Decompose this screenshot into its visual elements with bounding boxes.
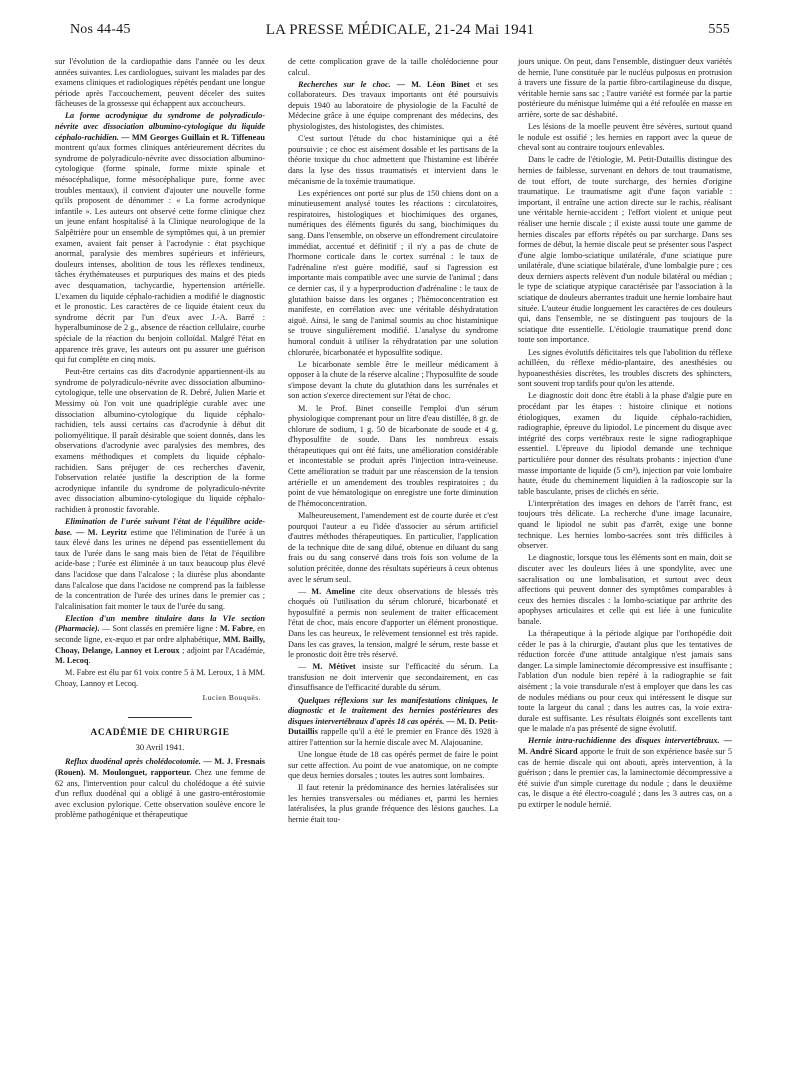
- paragraph: Les lésions de la moelle peuvent être sévères, surtout quand le nodule est ossifié ; les hernies en rapport avec la queue de cheval sont au contraire toujours enlevables.: [518, 122, 732, 153]
- paragraph-metivet: [288, 662, 498, 694]
- article-authors: — MM Georges Guillain et R. Tiffeneau: [121, 132, 266, 142]
- dash: —: [298, 586, 312, 596]
- article-text: montrent qu'aux formes cliniques antérieurement décrites du syndrome de polyradiculo-névrite avec dissociation albumino-cytologique (forme spinale, forme mixte spinale et mésocéphalique, forme mésocéphalique pure, forme avec troubles mentaux), il convient d'ajouter une nouvelle forme qu'ils proposent de dénommer : « La forme acrodynique infantile ». Les auteurs ont observé cette forme clinique chez un jeune enfant hospitalisé à la Clinique neurologique de la Salpêtrière pour un ensemble de symptômes qui, à un premier examen, avaient fait penser à l'acrodynie : état psychique anormal, paralysie des membres supérieurs et inférieurs, douleurs intenses, abolition de tous les réflexes tendineux, tâches érythémateuses et purpuriques des mains et des pieds avec desquamation, tachycardie, hypertension artérielle. L'examen du liquide céphalo-rachidien a modifié le diagnostic et le pronostic. Les caractères de ce liquide étaient ceux du syndrome décrit par l'un d'eux avec J.-A. Barré : hyperalbuminose de 2 g., absence de réaction cellulaire, courbe spéciale de la réaction du benjoin colloïdal. Malgré l'état en apparence très grave, les auteurs ont pu assurer une guérison qui fut complète en cinq mois.: [55, 143, 265, 365]
- article-authors: — M. J. Fresnais (Rouen). M. Moulonguet, rapporteur.: [55, 757, 265, 777]
- article-guillain: [55, 111, 265, 365]
- paragraph: Peut-être certains cas dits d'acrodynie appartiennent-ils au syndrome de polyradiculo-névrite avec dissociation albumino-cytologique, telle une observation de R. Debré, Julien Marie et Messimy où l'on voit une quadriplégie curable avec une dissociation albumino-cytologique du liquide céphalo-rachidien, tels aussi certains cas d'acrodynie à début dit poliomyélitique. Il paraît désirable que soient donnés, dans les observations d'acrodynie avec paralysies des membres, des examens méthodiques et complets du liquide céphalo-rachidien. Sans préjuger de ces recherches d'avenir, l'observation relatée justifie la description de la forme acrodynique infantile du syndrome de polyradiculo-névrite avec dissociation albumino-cytologique du liquide céphalo-rachidien à pronostic favorable.: [55, 367, 265, 514]
- article-title: Elimination de l'urée suivant l'état de l'équilibre acide-base.: [55, 517, 265, 537]
- paragraph: Il faut retenir la prédominance des hernies latéralisées sur les hernies transversales ou médianes et, parmi les hernies latéralisées, la plus grande fréquence des lésions gauches. La hernie était tou-: [288, 783, 498, 825]
- article-text: insiste sur l'efficacité du sérum. La transfusion ne doit intervenir que secondairement, en cas d'insuffisance de l'efficacité durable du sérum.: [288, 662, 499, 693]
- article-election: [55, 614, 265, 667]
- article-text: cite deux observations de blessés très choqués où l'utilisation du sérum chloruré, bicarbonaté et hyposulfité a permis non seulement de traiter efficacement l'état de choc, mais encore d'apporter un élément pronostique. Dans les cas heureux, le relèvement tensionnel est très rapide. Dans les cas graves, la tension, malgré le sérum, reste basse et le pronostic doit être très réservé.: [288, 586, 499, 660]
- article-text: et ses collaborateurs. Des travaux importants ont été poursuivis depuis 1940 au laboratoire de physiologie de la Faculté de Médecine grâce à une équipe comprenant des médecins, des physiologistes, des histologistes, des chimistes.: [288, 79, 498, 132]
- signature: Lucien Bouquès.: [202, 692, 261, 702]
- article-title: La forme acrodynique du syndrome de polyradiculo-névrite avec dissociation albumino-cytologique du liquide céphalo-rachidien.: [55, 111, 265, 142]
- divider: [128, 717, 192, 718]
- session-date: 30 Avril 1941.: [135, 741, 185, 752]
- column-1: [55, 57, 265, 822]
- article-text: estime que l'élimination de l'urée à un taux élevé dans les urines ne dépend pas essentiellement du taux de l'urée dans le sang mais bien de l'état de l'équilibre acide-base ; l'urée est éliminée à un taux beaucoup plus élevé dans l'acidose que dans l'alcalose ; la diurèse plus abondante dans l'alcalose que dans l'acidose ne comprend pas la faiblesse de la concentration de l'urée des urines dans le premier cas ; l'alcalinisation fait monter le taux de l'urée du sang.: [55, 527, 265, 611]
- column-3: [518, 57, 732, 812]
- paragraph: M. Fabre est élu par 61 voix contre 5 à M. Leroux, 1 à MM. Choay, Lannoy et Lecoq.: [55, 668, 265, 688]
- article-fresnais: [55, 757, 265, 821]
- paragraph: Le diagnostic, lorsque tous les éléments sont en main, doit se discuter avec les douleurs liées à une spondylite, avec une sacralisation ou une lombalisation, et surtout avec deux affections qui peuvent donner des symptômes comparables à ceux des hernies discales : la lombo-sciatique par arthrite des apophyses articulaires et celle qui est liée à une funiculite banale.: [518, 553, 732, 626]
- article-text: .: [88, 656, 91, 666]
- paragraph: Dans le cadre de l'étiologie, M. Petit-Dutaillis distingue des hernies de faiblesse, survenant en dehors de tout traumatisme, de tout effort, de toute surcharge, des hernies d'origine traumatique. Le traumatisme agit d'une façon variable : important, il entraîne une action directe sur le rachis, réalisant une véritable hernie-accident ; l'effort violent et unique peut réaliser une hernie discale ; il existe aussi toute une gamme de hernies discales par efforts répétés ou par surcharge. Dans ses formes de début, la hernie discale peut se présenter sous l'aspect d'une algie lombo-sciatique unilatérale, d'une sciatique pure unilatérale, d'une sciatique bilatérale, d'une lombalgie pure ; ces deux derniers aspects relèvent d'un nodule bilatéral ou médian ; le type de sciatique atypique caractérisée par l'association à la sciatique de douleurs aberrantes traduit une hernie lombaire haut située. L'auteur étudie longuement les caractères de ces douleurs qui, dans l'ensemble, ne se distinguent pas toujours de la sciatique dite essentielle. L'étiologie traumatique prend donc toute son importance.: [518, 155, 732, 345]
- article-text: — Sont classés en première ligne :: [99, 624, 220, 634]
- paragraph: C'est surtout l'étude du choc histaminique qui a été poursuivie ; ce choc est aisément dosable et les partisans de la théorie toxique du choc admettent que l'histamine est libérée dans la lyse des tissus traumatisés et intervient dans le mécanisme de la toxémie traumatique.: [288, 134, 498, 186]
- candidate-name: M. Fabre: [219, 624, 253, 634]
- article-title: Hernie intra-rachidienne des disques intervertébraux.: [528, 736, 720, 746]
- paragraph: Malheureusement, l'amendement est de courte durée et c'est pourquoi l'auteur a eu l'idée d'associer au sérum artificiel d'autres méthodes thérapeutiques. En particulier, l'application de la technique dite de sang dilué, obtenue en diluant du sang frais ou du sang conservé dans trois fois son volume de la solution précitée, donne des résultats supérieurs à ceux obtenus avec le sérum seul.: [288, 510, 498, 584]
- paragraph: La thérapeutique à la période algique par l'orthopédie doit céder le pas à la chirurgie, d'autant plus que les tentatives de réduction forcée d'une attitude antalgique n'est jamais sans danger. La simple laminectomie décompressive est insuffisante ; l'ablation d'un nodule bien repéré à la radiographie se fait aisément ; la voie transdurale n'est à employer que dans les cas de nodules médians ou pour ceux qui intéressent le disque sur toute la largeur du canal ; dans les autres cas, la voie extra-durale est suffisante. Les résultats éloignés sont excellents tant que le malade n'a pas présenté de signe évolutif.: [518, 628, 732, 734]
- article-authors: — M. D. Petit-Dutaillis: [288, 716, 498, 737]
- article-text: Chez une femme de 62 ans, l'intervention pour calcul du cholédoque a été suivie d'un reflux duodénal qui a obligé à une gastro-entérostomie avec exclusion pylorique. Cette observation soulève encore le problème pathogénique et thérapeutique: [55, 767, 265, 820]
- section-title: ACADÉMIE DE CHIRURGIE: [90, 728, 230, 739]
- dash: —: [298, 662, 313, 672]
- article-leyritz: [55, 517, 265, 612]
- article-title: Quelques réflexions sur les manifestations cliniques, le diagnostic et le traitement des hernies postérieures des disques intervertébraux d'après 18 cas opérés.: [288, 695, 498, 726]
- candidate-names: MM. Bailly, Choay, Delange, Lannoy et Leroux: [55, 635, 265, 655]
- candidate-name: M. Lecoq: [55, 656, 89, 666]
- journal-title: LA PRESSE MÉDICALE, 21-24 Mai 1941: [265, 22, 535, 38]
- author-name: M. Ameline: [311, 586, 356, 596]
- article-text: ; adjoint par l'Académie,: [179, 645, 265, 655]
- page-number: 555: [708, 22, 730, 37]
- paragraph: L'interprétation des images en dehors de l'arrêt franc, est toujours très délicate. La recherche d'une image lacunaire, quand le lipiodol ne subit pas d'arrêt, exige une bonne technique. Les hernies lombo-sacrées sont très difficiles à observer.: [518, 498, 732, 551]
- article-authors: — M. Leyritz: [75, 527, 127, 537]
- article-text: apporte le fruit de son expérience basée sur 5 cas de hernie discale qui ont abouti, après intervention, à la guérison ; dans le premier cas, la laminectomie décompressive a été suivie d'un simple curettage du nodule ; dans le deuxième cas, le disque a été électro-coagulé ; dans les 3 autres cas, on a pu extirper le nodule hernié.: [518, 747, 732, 809]
- article-title: Reflux duodénal après cholédocotomie.: [65, 757, 201, 767]
- issue-number: Nos 44-45: [70, 22, 131, 37]
- paragraph: Une longue étude de 18 cas opérés permet de faire le point sur cette affection. Au point de vue anatomique, on ne compte que deux hernies dorsales ; toutes les autres sont lombaires.: [288, 750, 498, 781]
- paragraph: sur l'évolution de la cardiopathie dans l'année ou les deux années suivantes. Les cardiologues, suivant les malades par des examens cliniques et radiologiques répétés pendant une longue période après l'accouchement, peuvent déceler des suites fâcheuses de la grossesse qui échappent aux accoucheurs.: [55, 57, 265, 109]
- paragraph: Le diagnostic doit donc être établi à la phase d'algie pure en procédant par les étapes : histoire clinique et notions étiologiques, examen du liquide céphalo-rachidien, radiographie, épreuve du lipiodol. Le pincement du disque avec intégrité des corps vertébraux reste le signe radiographique essentiel. L'épreuve du lipiodol demande une technique particulière pour donner des résultats probants : injection d'une masse importante de liquide (5 cm³), injection par voie lombaire haute, étude du cheminement liquidien à la radioscopie sur la table basculante, prises de clichés en série.: [518, 391, 732, 496]
- article-title: Election d'un membre titulaire dans la VIe section (Pharmacie).: [55, 613, 265, 634]
- article-authors: — M. Léon Binet: [396, 79, 470, 89]
- article-text: , en seconde ligne, ex-æquo et par ordre alphabétique,: [55, 624, 265, 645]
- paragraph: Les signes évolutifs déficitaires tels que l'abolition du réflexe achilléen, du réflexe médio-plantaire, des anesthésies ou hypoanesthésies discrètes, les troubles discrets des sphincters, sont souvent trop tardifs pour qu'on les attende.: [518, 347, 732, 389]
- paragraph: Les expériences ont porté sur plus de 150 chiens dont on a minutieusement analysé toutes les réactions : circulatoires, respiratoires, histologiques et biochimiques des organes, numériques des éléments figurés du sang, biochimiques du sang. Dans l'ensemble, on observe un effondrement circulatoire immédiat, accentué et définitif ; il n'y a pas de chute de l'hormone corticale dans le cortex surrénal : le taux de l'adrénaline n'est guère modifié, sauf si l'agression est importante mais compatible avec une survie de l'animal ; dans ce dernier cas, il y a hyperproduction d'adrénaline : le taux de glutathion baisse dans les organes ; l'hémoconcentration est manifeste, en corrélation avec une véritable déshydratation aiguë. Ainsi, le sang de l'animal soumis au choc histaminique se trouve singulièrement modifié. L'analyse du syndrome humoral conduit à utiliser la réhydratation par une solution chlorurée, bicarbonatée et hyposulfite sodique.: [288, 188, 498, 357]
- paragraph: M. le Prof. Binet conseille l'emploi d'un sérum physiologique comprenant pour un litre d'eau distillée, 8 gr. de chlorure de sodium, 1 g. 50 de bicarbonate de soude et 4 g. d'hyposulfite de soude. Dans les nombreux essais thérapeutiques qui ont été faits, une amélioration considérable et incontestable se produit après l'injection intra-veineuse. Cette amélioration se traduit par une réascension de la tension artérielle et un amendement des troubles respiratoires ; du point de vue hématologique on enregistre une forte diminution de l'hémoconcentration.: [288, 403, 498, 508]
- article-binet: [288, 80, 498, 133]
- author-name: M. Métivet: [312, 662, 356, 672]
- article-sicard: [518, 736, 732, 810]
- article-title: Recherches sur le choc.: [298, 79, 391, 89]
- article-petit-dutaillis: [288, 696, 498, 749]
- paragraph: jours unique. On peut, dans l'ensemble, distinguer deux variétés de hernie, l'une constituée par le nucléus pulposus en protrusion à travers une fissure de la partie fibro-cartilagineuse du disque, véritable hernie sans sac ; l'autre variété est formée par la partie postérieure du ménisque luiméme qui a été refoulée en masse en arrière, sorte de sac déshabité.: [518, 57, 732, 119]
- column-2: [288, 57, 498, 827]
- article-text: rappelle qu'il a été le premier en France dès 1928 à attirer l'attention sur la hernie discale avec M. Alajouanine.: [288, 727, 498, 747]
- article-authors: — M. André Sicard: [518, 736, 732, 756]
- page-header: [70, 22, 730, 44]
- paragraph-ameline: [288, 587, 498, 661]
- paragraph: de cette complication grave de la taille cholédocienne pour calcul.: [288, 57, 498, 77]
- paragraph: Le bicarbonate semble être le meilleur médicament à opposer à la chute de la réserve alcaline ; l'hyposulfite de soude s'impose devant la chute du glutathion dans les surrénales et son action s'exerce directement sur l'état de choc.: [288, 359, 498, 401]
